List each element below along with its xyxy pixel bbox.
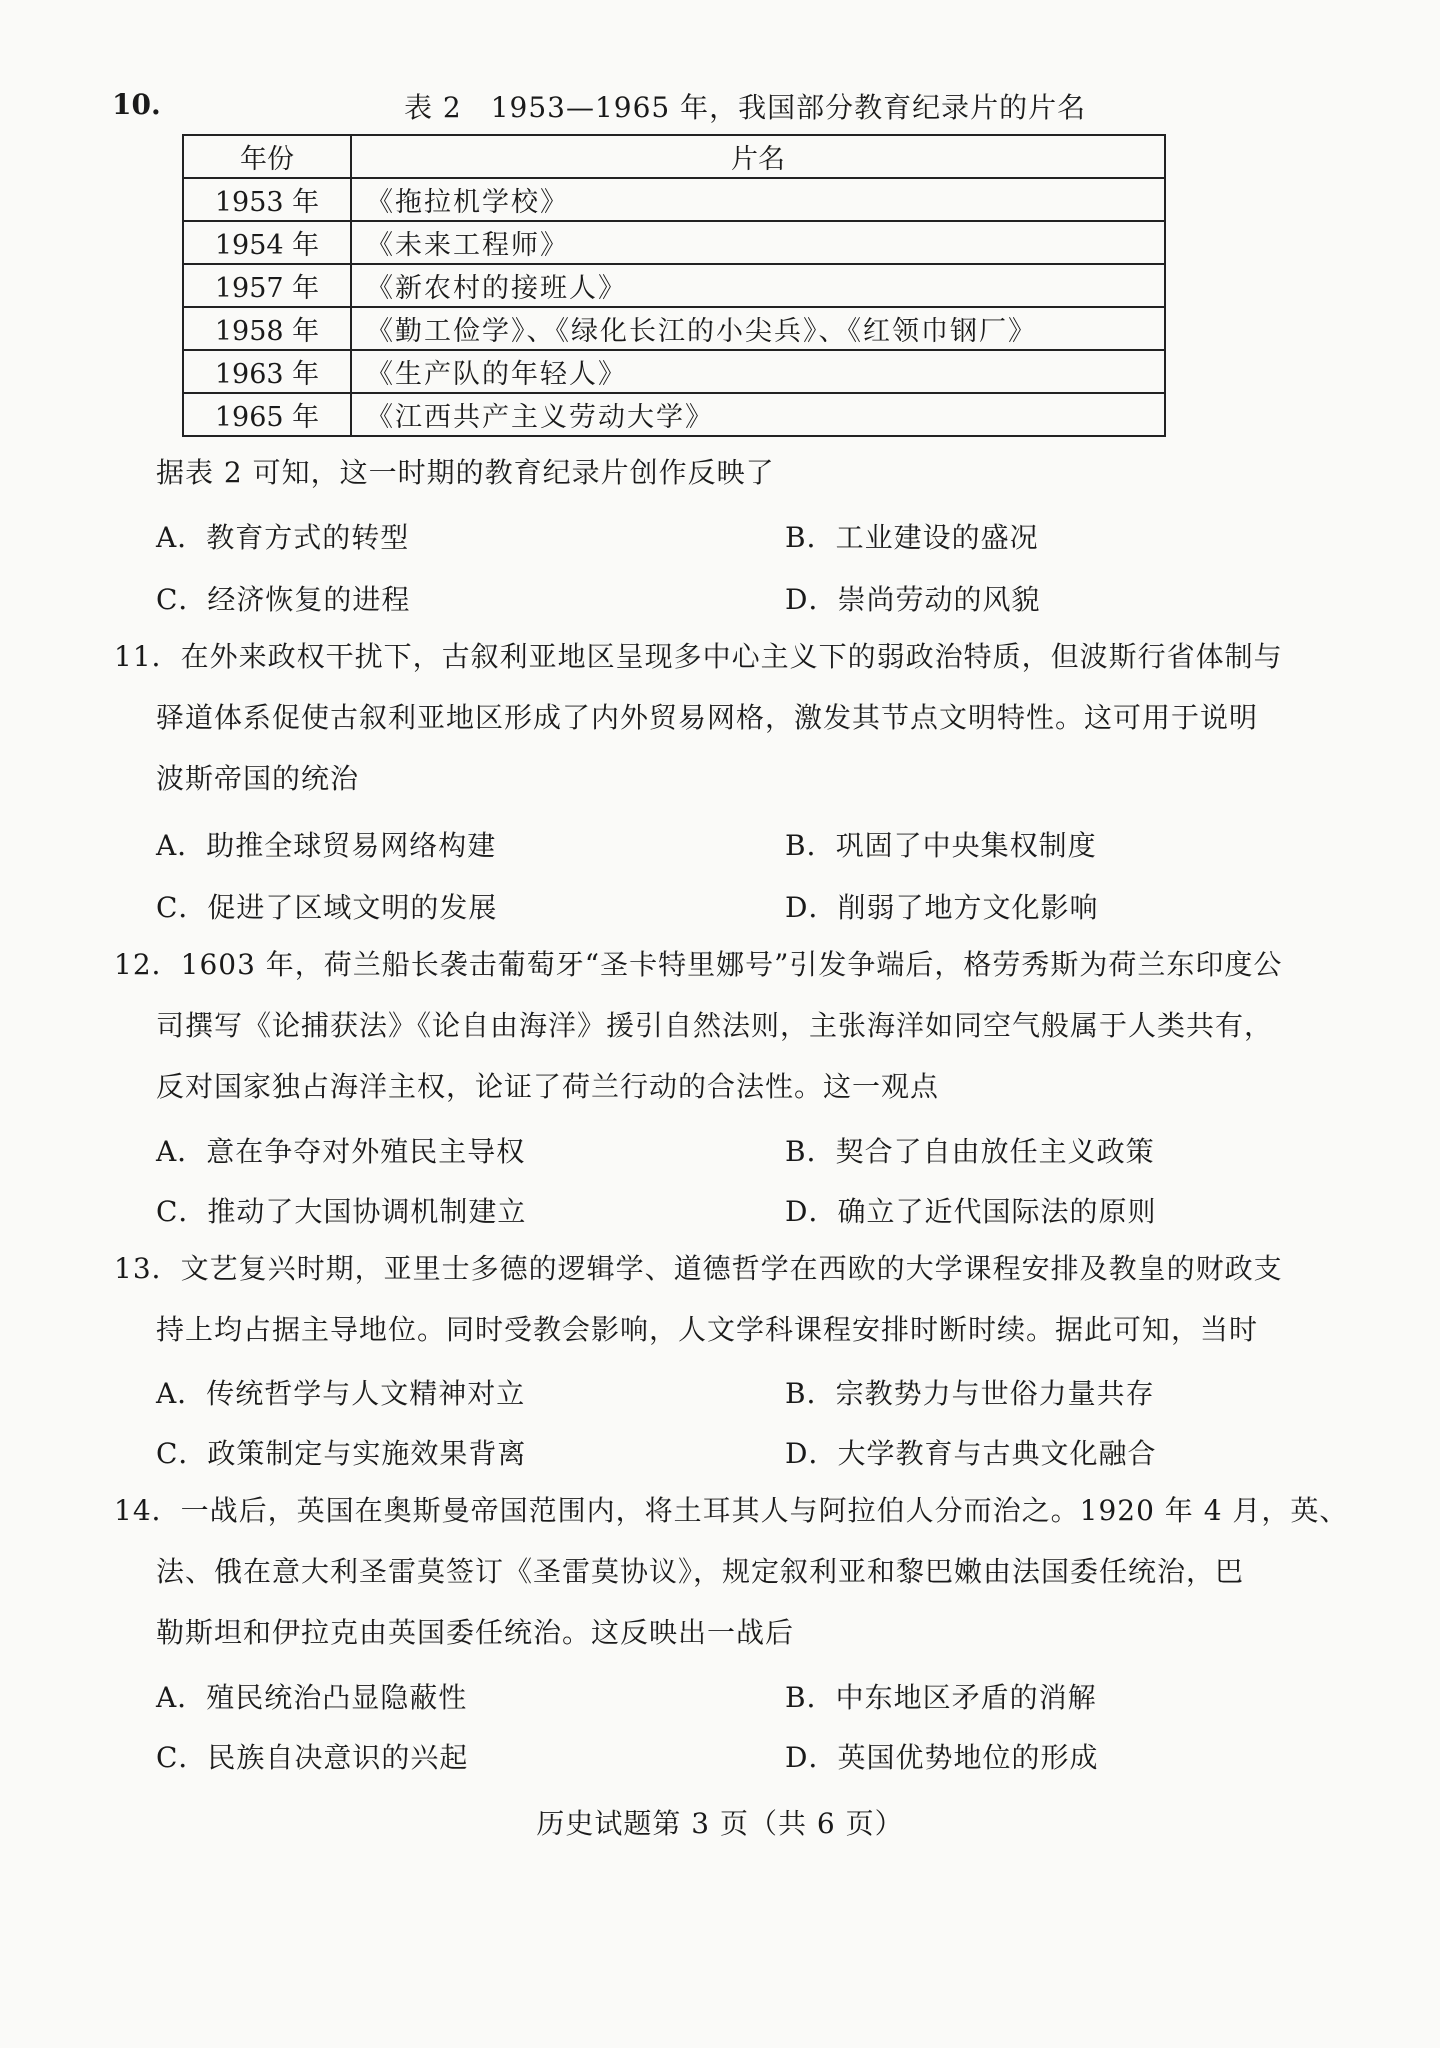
question-12-line-1: 12．1603 年，荷兰船长袭击葡萄牙“圣卡特里娜号”引发争端后，格劳秀斯为荷兰东印度公 xyxy=(114,948,1283,981)
q13-option-d[interactable]: D．大学教育与古典文化融合 xyxy=(785,1437,1157,1470)
table-caption: 表 2 1953—1965 年，我国部分教育纪录片的片名 xyxy=(404,91,1087,124)
row-titles: 《未来工程师》 xyxy=(351,221,1165,264)
table-row xyxy=(183,178,1165,221)
q11-option-a[interactable]: A．助推全球贸易网络构建 xyxy=(156,829,497,862)
row-year: 1963 年 xyxy=(183,350,351,393)
header-year: 年份 xyxy=(183,135,351,178)
row-year: 1957 年 xyxy=(183,264,351,307)
q10-option-b[interactable]: B．工业建设的盛况 xyxy=(785,521,1039,554)
row-titles: 《勤工俭学》、《绿化长江的小尖兵》、《红领巾钢厂》 xyxy=(351,307,1165,350)
row-year: 1954 年 xyxy=(183,221,351,264)
table-row xyxy=(183,264,1165,307)
q14-option-d[interactable]: D．英国优势地位的形成 xyxy=(785,1741,1099,1774)
question-14-line-2: 法、俄在意大利圣雷莫签订《圣雷莫协议》，规定叙利亚和黎巴嫩由法国委任统治，巴 xyxy=(156,1555,1245,1588)
row-year: 1958 年 xyxy=(183,307,351,350)
q10-option-d[interactable]: D．崇尚劳动的风貌 xyxy=(785,583,1041,616)
question-11-line-1: 11．在外来政权干扰下，古叙利亚地区呈现多中心主义下的弱政治特质，但波斯行省体制与 xyxy=(114,640,1283,673)
question-13-line-1: 13．文艺复兴时期，亚里士多德的逻辑学、道德哲学在西欧的大学课程安排及教皇的财政支 xyxy=(114,1252,1283,1285)
table-row xyxy=(183,393,1165,436)
q11-option-b[interactable]: B．巩固了中央集权制度 xyxy=(785,829,1097,862)
q14-option-b[interactable]: B．中东地区矛盾的消解 xyxy=(785,1681,1097,1714)
question-10-number: 10. xyxy=(112,88,161,121)
page-footer: 历史试题第 3 页（共 6 页） xyxy=(536,1807,904,1840)
documentary-table xyxy=(182,134,1166,437)
table-row xyxy=(183,221,1165,264)
q14-option-a[interactable]: A．殖民统治凸显隐蔽性 xyxy=(156,1681,468,1714)
question-12-line-3: 反对国家独占海洋主权，论证了荷兰行动的合法性。这一观点 xyxy=(156,1070,940,1103)
question-11-line-3: 波斯帝国的统治 xyxy=(156,762,360,795)
table-header-row xyxy=(183,135,1165,178)
q12-option-a[interactable]: A．意在争夺对外殖民主导权 xyxy=(156,1135,526,1168)
q12-option-b[interactable]: B．契合了自由放任主义政策 xyxy=(785,1135,1155,1168)
question-10-stem: 据表 2 可知，这一时期的教育纪录片创作反映了 xyxy=(156,456,775,489)
row-year: 1953 年 xyxy=(183,178,351,221)
table-row xyxy=(183,350,1165,393)
question-11-line-2: 驿道体系促使古叙利亚地区形成了内外贸易网格，激发其节点文明特性。这可用于说明 xyxy=(156,701,1259,734)
question-12-line-2: 司撰写《论捕获法》《论自由海洋》援引自然法则，主张海洋如同空气般属于人类共有， xyxy=(156,1009,1274,1042)
row-titles: 《新农村的接班人》 xyxy=(351,264,1165,307)
q12-option-d[interactable]: D．确立了近代国际法的原则 xyxy=(785,1195,1157,1228)
q13-option-b[interactable]: B．宗教势力与世俗力量共存 xyxy=(785,1377,1155,1410)
q13-option-a[interactable]: A．传统哲学与人文精神对立 xyxy=(156,1377,526,1410)
q13-option-c[interactable]: C．政策制定与实施效果背离 xyxy=(156,1437,527,1470)
row-titles: 《江西共产主义劳动大学》 xyxy=(351,393,1165,436)
table-row xyxy=(183,307,1165,350)
row-titles: 《生产队的年轻人》 xyxy=(351,350,1165,393)
header-title: 片名 xyxy=(351,135,1165,178)
row-titles: 《拖拉机学校》 xyxy=(351,178,1165,221)
question-14-line-1: 14．一战后，英国在奥斯曼帝国范围内，将土耳其人与阿拉伯人分而治之。1920 年 4 月，英、 xyxy=(114,1494,1349,1527)
q11-option-c[interactable]: C．促进了区域文明的发展 xyxy=(156,891,498,924)
q11-option-d[interactable]: D．削弱了地方文化影响 xyxy=(785,891,1099,924)
question-14-line-3: 勒斯坦和伊拉克由英国委任统治。这反映出一战后 xyxy=(156,1616,795,1649)
q10-option-a[interactable]: A．教育方式的转型 xyxy=(156,521,410,554)
row-year: 1965 年 xyxy=(183,393,351,436)
q10-option-c[interactable]: C．经济恢复的进程 xyxy=(156,583,411,616)
question-13-line-2: 持上均占据主导地位。同时受教会影响，人文学科课程安排时断时续。据此可知，当时 xyxy=(156,1313,1259,1346)
q14-option-c[interactable]: C．民族自决意识的兴起 xyxy=(156,1741,469,1774)
q12-option-c[interactable]: C．推动了大国协调机制建立 xyxy=(156,1195,527,1228)
